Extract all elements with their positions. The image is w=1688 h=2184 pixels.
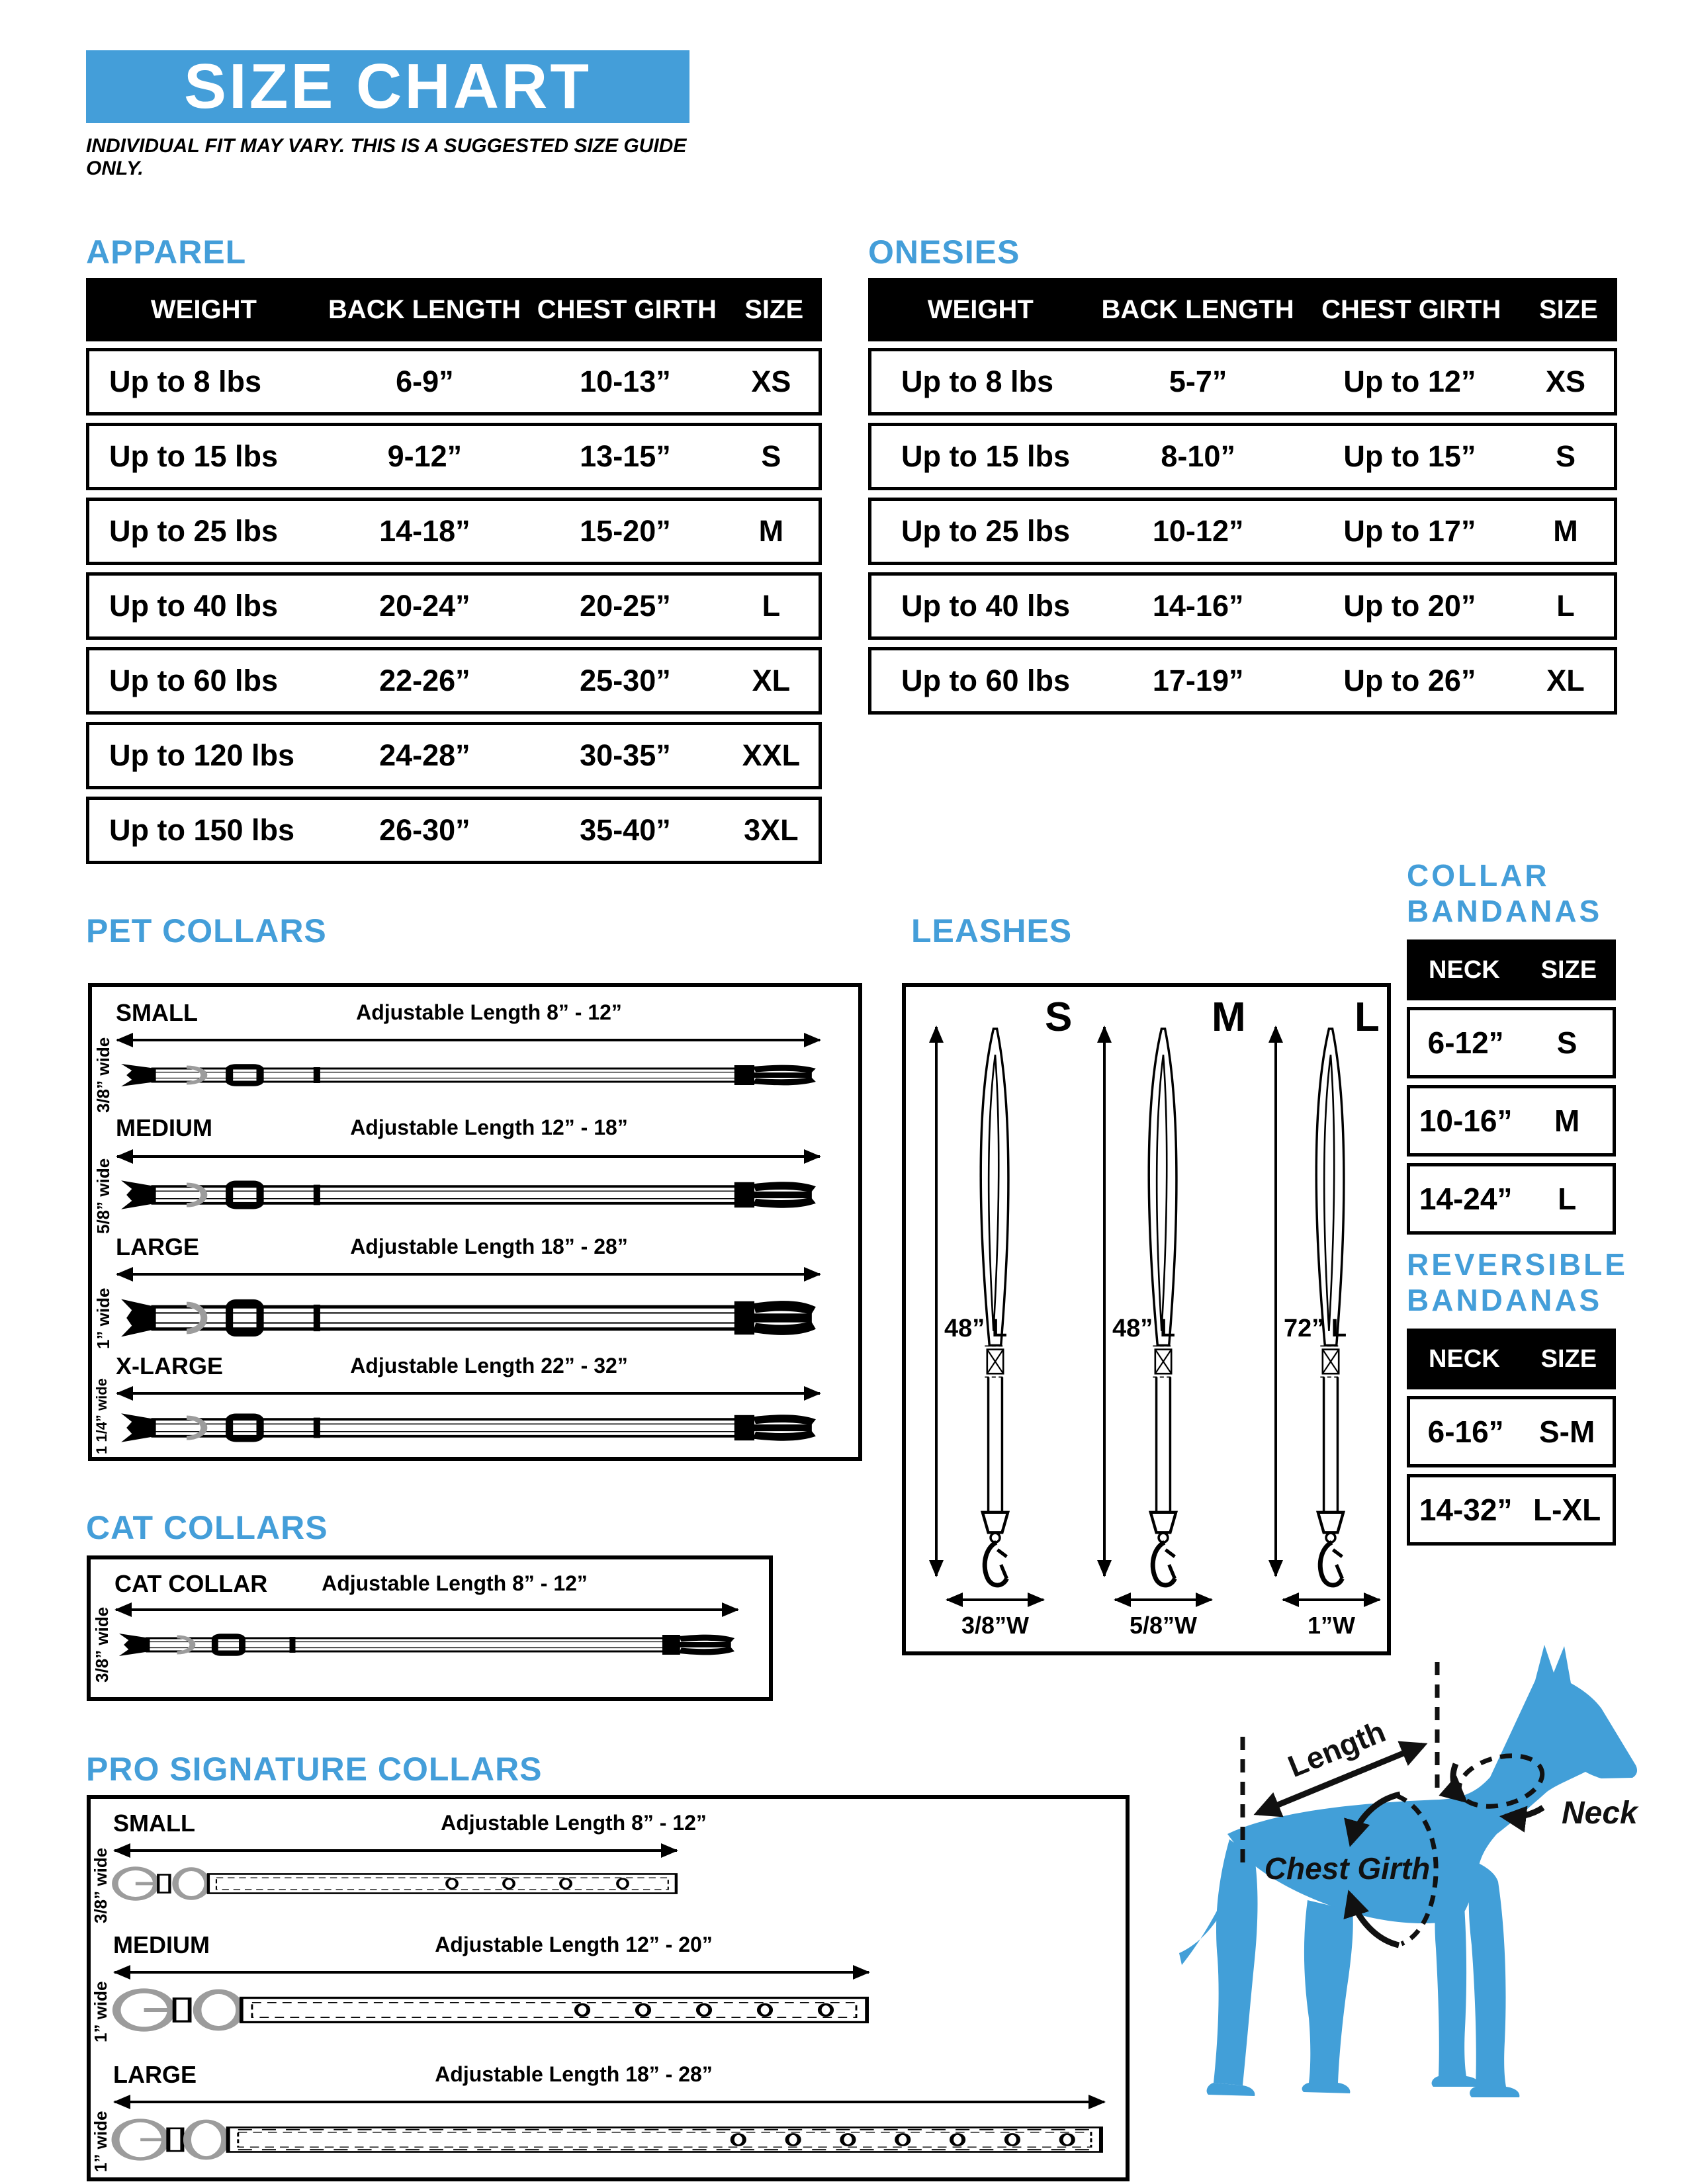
collar-width-label: 1 1/4” wide <box>93 1378 110 1454</box>
chest-girth-cell: 15-20” <box>580 514 671 548</box>
pro-collar-diagram-medium <box>111 1988 871 2032</box>
column-header: WEIGHT <box>150 294 257 324</box>
title-banner <box>86 50 689 123</box>
column-header: SIZE <box>744 294 804 324</box>
back-length-cell: 22-26” <box>379 664 470 697</box>
leash-width-arrow <box>1115 1598 1212 1601</box>
collar-size-label: CAT COLLAR <box>114 1570 268 1597</box>
column-header: BACK LENGTH <box>328 294 521 324</box>
weight-cell: Up to 8 lbs <box>901 365 1054 398</box>
weight-cell: Up to 120 lbs <box>109 738 295 772</box>
leash-width-arrow <box>1283 1598 1380 1601</box>
table-row <box>86 348 822 415</box>
neck-arrow-left <box>1453 1764 1464 1800</box>
weight-cell: Up to 40 lbs <box>901 589 1071 623</box>
bandana-table-header <box>1407 1329 1616 1389</box>
adjustable-length-label: Adjustable Length 12” - 18” <box>350 1115 628 1139</box>
adjustable-length-label: Adjustable Length 22” - 32” <box>350 1354 628 1377</box>
collar-diagram-small <box>114 1059 822 1092</box>
length-arrow <box>117 1039 820 1041</box>
collar-size-label: SMALL <box>116 999 198 1026</box>
collar-size-label: MEDIUM <box>113 1931 210 1958</box>
table-row <box>868 498 1617 565</box>
onesies-table <box>868 278 1617 722</box>
neck-label: Neck <box>1562 1796 1638 1831</box>
length-label: Length <box>1283 1714 1390 1784</box>
chest-girth-cell: Up to 17” <box>1343 514 1476 548</box>
collar-width-label: 3/8” wide <box>92 1606 112 1682</box>
chest-girth-label: Chest Girth <box>1264 1851 1431 1886</box>
collar-size-label: X-LARGE <box>116 1352 223 1379</box>
cat-collars-heading: CAT COLLARS <box>86 1509 328 1546</box>
page-title: SIZE CHART <box>184 51 592 122</box>
chest-girth-cell: Up to 15” <box>1343 439 1476 473</box>
pet-collars-box <box>88 983 862 1461</box>
weight-cell: Up to 150 lbs <box>109 813 295 847</box>
leashes-box <box>902 983 1391 1655</box>
length-arrow <box>114 1849 677 1852</box>
onesies-table-header <box>868 278 1617 341</box>
weight-cell: Up to 15 lbs <box>109 439 279 473</box>
heading-line: BANDANAS <box>1407 1283 1603 1317</box>
cat-collars-box <box>87 1555 773 1701</box>
column-header: WEIGHT <box>927 294 1034 324</box>
pro-signature-collars-box <box>87 1795 1130 2181</box>
size-cell: L <box>1556 589 1575 623</box>
table-row <box>1407 1163 1616 1235</box>
back-length-cell: 14-18” <box>379 514 470 548</box>
length-arrow <box>114 1971 869 1974</box>
table-row <box>86 498 822 565</box>
weight-cell: Up to 25 lbs <box>109 514 279 548</box>
pro-signature-collars-heading: PRO SIGNATURE COLLARS <box>86 1751 543 1788</box>
leash-length-label: 48” L <box>944 1315 1008 1342</box>
adjustable-length-label: Adjustable Length 8” - 12” <box>441 1811 707 1835</box>
adjustable-length-label: Adjustable Length 18” - 28” <box>435 2062 713 2086</box>
weight-cell: Up to 25 lbs <box>901 514 1071 548</box>
leash-width-label: 3/8”W <box>961 1612 1030 1639</box>
back-length-cell: 5-7” <box>1169 365 1227 398</box>
column-header: SIZE <box>1540 1344 1597 1373</box>
collar-size-label: MEDIUM <box>116 1114 212 1141</box>
table-row <box>1407 1007 1616 1078</box>
dog-measurement-diagram <box>1178 1614 1688 2184</box>
column-header: SIZE <box>1538 294 1598 324</box>
chest-girth-cell: 25-30” <box>580 664 671 697</box>
adjustable-length-label: Adjustable Length 8” - 12” <box>356 1000 622 1024</box>
collar-width-label: 5/8” wide <box>93 1158 113 1235</box>
chest-girth-cell: 30-35” <box>580 738 671 772</box>
collar-diagram-xlarge <box>114 1407 822 1449</box>
collar-diagram-large <box>114 1290 822 1346</box>
bandana-table-header <box>1407 939 1616 1000</box>
apparel-table <box>86 278 822 871</box>
leash-width-label: 1”W <box>1308 1612 1355 1639</box>
size-cell: L <box>1558 1182 1577 1216</box>
column-header: BACK LENGTH <box>1101 294 1294 324</box>
column-header: NECK <box>1429 955 1500 984</box>
leash-width-arrow <box>947 1598 1044 1601</box>
pro-collar-diagram-large <box>111 2118 1107 2162</box>
adjustable-length-label: Adjustable Length 12” - 20” <box>435 1933 713 1956</box>
length-arrow <box>117 1273 820 1276</box>
size-cell: M <box>1554 1104 1580 1138</box>
leash-length-arrow <box>1103 1027 1106 1576</box>
collar-size-label: LARGE <box>113 2061 197 2088</box>
neck-cell: 14-24” <box>1419 1182 1513 1216</box>
leashes-heading: LEASHES <box>911 912 1073 949</box>
size-cell: XS <box>751 365 791 398</box>
back-length-cell: 26-30” <box>379 813 470 847</box>
chest-girth-cell: 10-13” <box>580 365 671 398</box>
disclaimer-text: INDIVIDUAL FIT MAY VARY. THIS IS A SUGGESTED SIZE GUIDE ONLY. <box>86 135 687 179</box>
reversible-bandanas-heading <box>1407 1246 1628 1318</box>
leash-size-label: L <box>1355 994 1380 1040</box>
leash-width-label: 5/8”W <box>1129 1612 1198 1639</box>
leash-diagram-s <box>959 1020 1032 1596</box>
apparel-table-header <box>86 278 822 341</box>
size-cell: S <box>1556 1026 1577 1060</box>
back-length-cell: 9-12” <box>387 439 463 473</box>
table-row <box>86 572 822 640</box>
size-cell: L <box>762 589 781 623</box>
back-length-cell: 6-9” <box>396 365 454 398</box>
weight-cell: Up to 8 lbs <box>109 365 262 398</box>
length-arrow <box>116 1608 738 1611</box>
column-header: NECK <box>1429 1344 1500 1373</box>
table-row <box>1407 1396 1616 1467</box>
collar-width-label: 3/8” wide <box>93 1037 113 1113</box>
chest-girth-cell: 35-40” <box>580 813 671 847</box>
table-row <box>868 423 1617 490</box>
size-cell: XL <box>1546 664 1585 697</box>
back-length-cell: 10-12” <box>1152 514 1244 548</box>
table-row <box>868 647 1617 715</box>
pro-collar-diagram-small <box>111 1866 680 1901</box>
size-cell: M <box>758 514 784 548</box>
collar-bandanas-table <box>1407 939 1616 1241</box>
table-row <box>868 348 1617 415</box>
size-cell: S-M <box>1538 1415 1595 1449</box>
back-length-cell: 20-24” <box>379 589 470 623</box>
table-row <box>86 423 822 490</box>
table-row <box>1407 1085 1616 1157</box>
chest-girth-cell: Up to 26” <box>1343 664 1476 697</box>
leash-length-arrow <box>935 1027 938 1576</box>
collar-width-label: 1” wide <box>93 1288 113 1350</box>
apparel-heading: APPAREL <box>86 234 247 271</box>
table-row <box>86 722 822 789</box>
neck-cell: 10-16” <box>1419 1104 1513 1138</box>
size-cell: S <box>1556 439 1576 473</box>
back-length-cell: 14-16” <box>1152 589 1244 623</box>
size-cell: XS <box>1546 365 1586 398</box>
weight-cell: Up to 15 lbs <box>901 439 1071 473</box>
weight-cell: Up to 60 lbs <box>109 664 279 697</box>
size-cell: M <box>1553 514 1578 548</box>
size-cell: L-XL <box>1533 1493 1601 1527</box>
table-row <box>1407 1474 1616 1546</box>
neck-cell: 14-32” <box>1419 1493 1513 1527</box>
table-row <box>86 797 822 864</box>
size-cell: 3XL <box>744 813 799 847</box>
leash-diagram-l <box>1294 1020 1367 1596</box>
adjustable-length-label: Adjustable Length 18” - 28” <box>350 1235 628 1258</box>
column-header: CHEST GIRTH <box>537 294 717 324</box>
collar-width-label: 1” wide <box>91 1981 111 2043</box>
chest-girth-cell: Up to 20” <box>1343 589 1476 623</box>
collar-bandanas-heading <box>1407 857 1602 929</box>
size-cell: S <box>761 439 781 473</box>
back-length-cell: 17-19” <box>1152 664 1244 697</box>
leash-size-label: S <box>1045 994 1073 1040</box>
back-length-cell: 8-10” <box>1161 439 1235 473</box>
table-row <box>868 572 1617 640</box>
collar-width-label: 3/8” wide <box>91 1847 111 1923</box>
collar-diagram-medium <box>114 1174 822 1216</box>
table-row <box>86 647 822 715</box>
length-arrow <box>114 2101 1104 2103</box>
neck-cell: 6-12” <box>1427 1026 1504 1060</box>
cat-collar-diagram <box>113 1628 740 1661</box>
leash-length-arrow <box>1274 1027 1277 1576</box>
onesies-heading: ONESIES <box>868 234 1020 271</box>
collar-size-label: LARGE <box>116 1233 199 1260</box>
chest-girth-cell: 20-25” <box>580 589 671 623</box>
adjustable-length-label: Adjustable Length 8” - 12” <box>322 1571 588 1595</box>
heading-line: BANDANAS <box>1407 894 1603 928</box>
weight-cell: Up to 60 lbs <box>901 664 1071 697</box>
leash-length-label: 48” L <box>1112 1315 1176 1342</box>
heading-line: REVERSIBLE <box>1407 1247 1628 1282</box>
column-header: CHEST GIRTH <box>1321 294 1501 324</box>
neck-cell: 6-16” <box>1427 1415 1504 1449</box>
size-cell: XXL <box>742 738 801 772</box>
back-length-cell: 24-28” <box>379 738 470 772</box>
collar-width-label: 1” wide <box>91 2111 111 2173</box>
leash-diagram-m <box>1127 1020 1200 1596</box>
chest-girth-cell: Up to 12” <box>1343 365 1476 398</box>
column-header: SIZE <box>1540 955 1597 984</box>
chest-girth-cell: 13-15” <box>580 439 671 473</box>
weight-cell: Up to 40 lbs <box>109 589 279 623</box>
length-arrow <box>117 1155 820 1158</box>
length-arrow <box>117 1392 820 1395</box>
collar-size-label: SMALL <box>113 1810 195 1837</box>
heading-line: COLLAR <box>1407 858 1550 893</box>
leash-length-label: 72” L <box>1284 1315 1347 1342</box>
leash-size-label: M <box>1212 994 1246 1040</box>
reversible-bandanas-table <box>1407 1329 1616 1552</box>
pet-collars-heading: PET COLLARS <box>86 912 327 949</box>
size-cell: XL <box>752 664 791 697</box>
